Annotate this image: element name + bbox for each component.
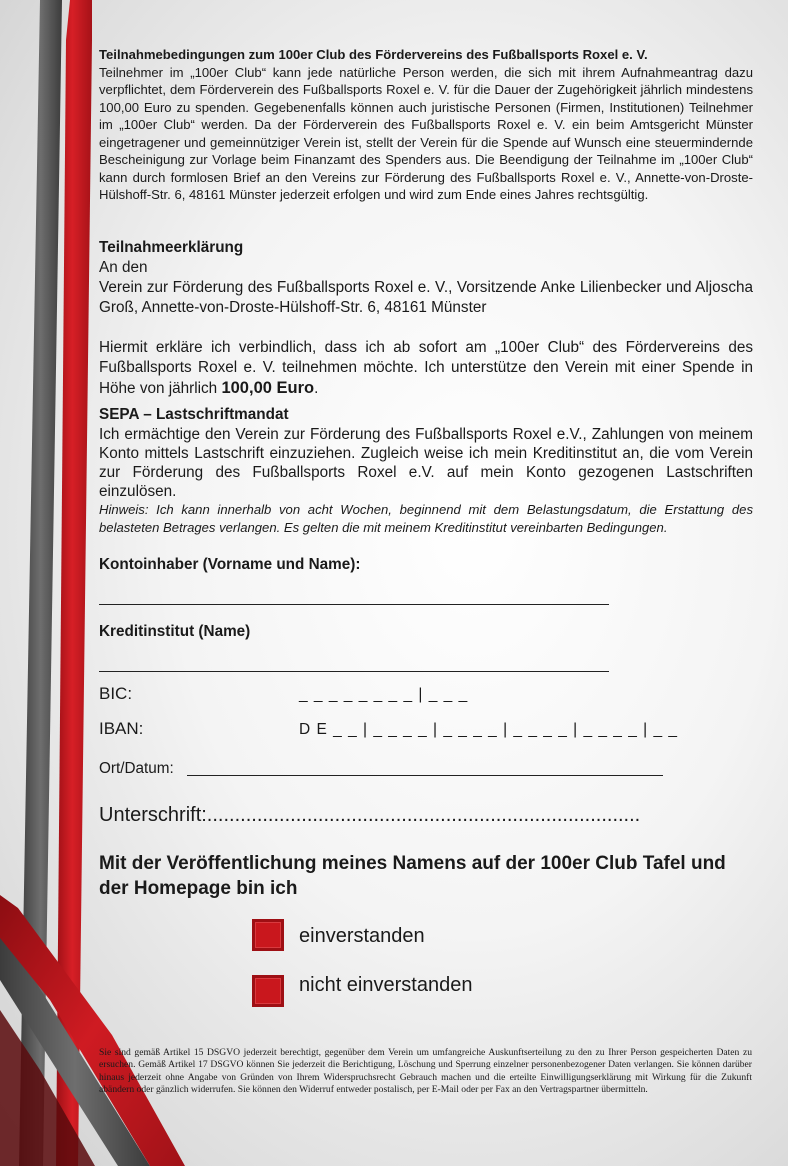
conditions-section — [99, 46, 753, 204]
consent-label-disagree: nicht einverstanden — [299, 974, 473, 996]
place-date-field[interactable] — [187, 775, 663, 776]
sepa-section — [99, 405, 753, 536]
privacy-note: Sie sind gemäß Artikel 15 DSGVO jederzeit berechtigt, gegenüber dem Verein um umfangreiche Auskunftserteilung zu den zu Ihrer Person gespeicherten Daten zu ersuchen. Gemäß Artikel 17 DSGVO können Sie jederzeit die Berichtigung, Löschung und Sperrung einzelner personenbezogener Daten verlangen. Sie können darüber hinaus jederzeit ohne Angabe von Gründen von Ihrem Widerspruchsrecht Gebrauch machen und die erteilte Einwilligungserklärung mit Wirkung für die Zukunft abändern oder gänzlich widerrufen. Sie können den Widerruf entweder postalisch, per E-Mail oder per Fax an den Vertragspartner übermitteln. — [99, 1047, 752, 1096]
iban-label: IBAN: — [99, 719, 144, 738]
consent-checkbox-agree[interactable] — [252, 919, 284, 951]
consent-checkbox-disagree[interactable] — [252, 975, 284, 1007]
recipient-intro: An den — [99, 259, 148, 276]
sepa-body: Ich ermächtige den Verein zur Förderung des Fußballsports Roxel e.V., Zahlungen von meinem Konto mittels Lastschrift einzuziehen. Zugleich weise ich mein Kreditinstitut an, die vom Verein zur Förderung des Fußballsports Roxel e.V. auf mein Konto gezogenen Lastschriften einzulösen. — [99, 426, 753, 500]
recipient-address: Verein zur Förderung des Fußballsports Roxel e. V., Vorsitzende Anke Lilienbecker und Aljoscha Groß, Annette-von-Droste-Hülshoff-Str. 6, 48161 Münster — [99, 279, 753, 316]
declaration-section — [99, 238, 753, 399]
account-holder-label: Kontoinhaber (Vorname und Name): — [99, 556, 361, 573]
bank-field[interactable] — [99, 671, 609, 672]
bic-label: BIC: — [99, 684, 133, 703]
iban-field[interactable]: D E _ _ | _ _ _ _ | _ _ _ _ | _ _ _ _ | _ _ _ _ | _ _ — [299, 721, 679, 738]
signature-line[interactable]: Unterschrift:.............................................................................. — [99, 804, 641, 826]
statement-end: . — [314, 380, 319, 397]
bank-label: Kreditinstitut (Name) — [99, 623, 251, 640]
place-date-label: Ort/Datum: — [99, 760, 174, 777]
account-holder-field[interactable] — [99, 604, 609, 605]
statement-text: Hiermit erkläre ich verbindlich, dass ich ab sofort am „100er Club“ des Fördervereins des Fußballsports Roxel e. V. teilnehmen möchte. Ich unterstütze den Verein mit einer Spende in Höhe von jährlich — [99, 339, 753, 397]
donation-amount: 100,00 Euro — [221, 379, 315, 397]
sepa-hint: Hinweis: Ich kann innerhalb von acht Wochen, beginnend mit dem Belastungsdatum, die Erstattung des belasteten Betrages verlangen. Es gelten die mit meinem Kreditinstitut vereinbarten Bedingungen. — [99, 502, 753, 535]
conditions-title: Teilnahmebedingungen zum 100er Club des Fördervereins des Fußballsports Roxel e. V. — [99, 47, 648, 62]
sepa-title: SEPA – Lastschriftmandat — [99, 406, 289, 423]
publication-question: Mit der Veröffentlichung meines Namens auf der 100er Club Tafel und der Homepage bin ich — [99, 853, 726, 899]
bic-field[interactable]: _ _ _ _ _ _ _ _ | _ _ _ — [299, 686, 469, 703]
conditions-body: Teilnehmer im „100er Club“ kann jede natürliche Person werden, die sich mit ihrem Aufnahmeantrag dazu verpflichtet, dem Förderverein des Fußballsports Roxel e. V. für die Dauer der Zugehörigkeit jährlich mindestens 100,00 Euro zu spenden. Gegebenenfalls können auch juristische Personen (Firmen, Institutionen) Teilnehmer im „100er Club“ werden. Da der Förderverein des Fußballsports Roxel e. V. ein beim Amtsgericht Münster eingetragener und gemeinnütziger Verein ist, stellt der Verein für die Spende auf Wunsch eine steuermindernde Bescheinigung zur Vorlage beim Finanzamt des Spenders aus. Die Beendigung der Teilnahme im „100er Club“ kann durch formlosen Brief an den Vereins zur Förderung des Fußballsports Roxel e. V., Annette-von-Droste-Hülshoff-Str. 6, 48161 Münster jederzeit erfolgen und wird zum Ende eines Jahres rechtsgültig. — [99, 64, 753, 202]
consent-label-agree: einverstanden — [299, 925, 425, 947]
declaration-title: Teilnahmeerklärung — [99, 239, 244, 256]
declaration-statement — [99, 338, 753, 399]
